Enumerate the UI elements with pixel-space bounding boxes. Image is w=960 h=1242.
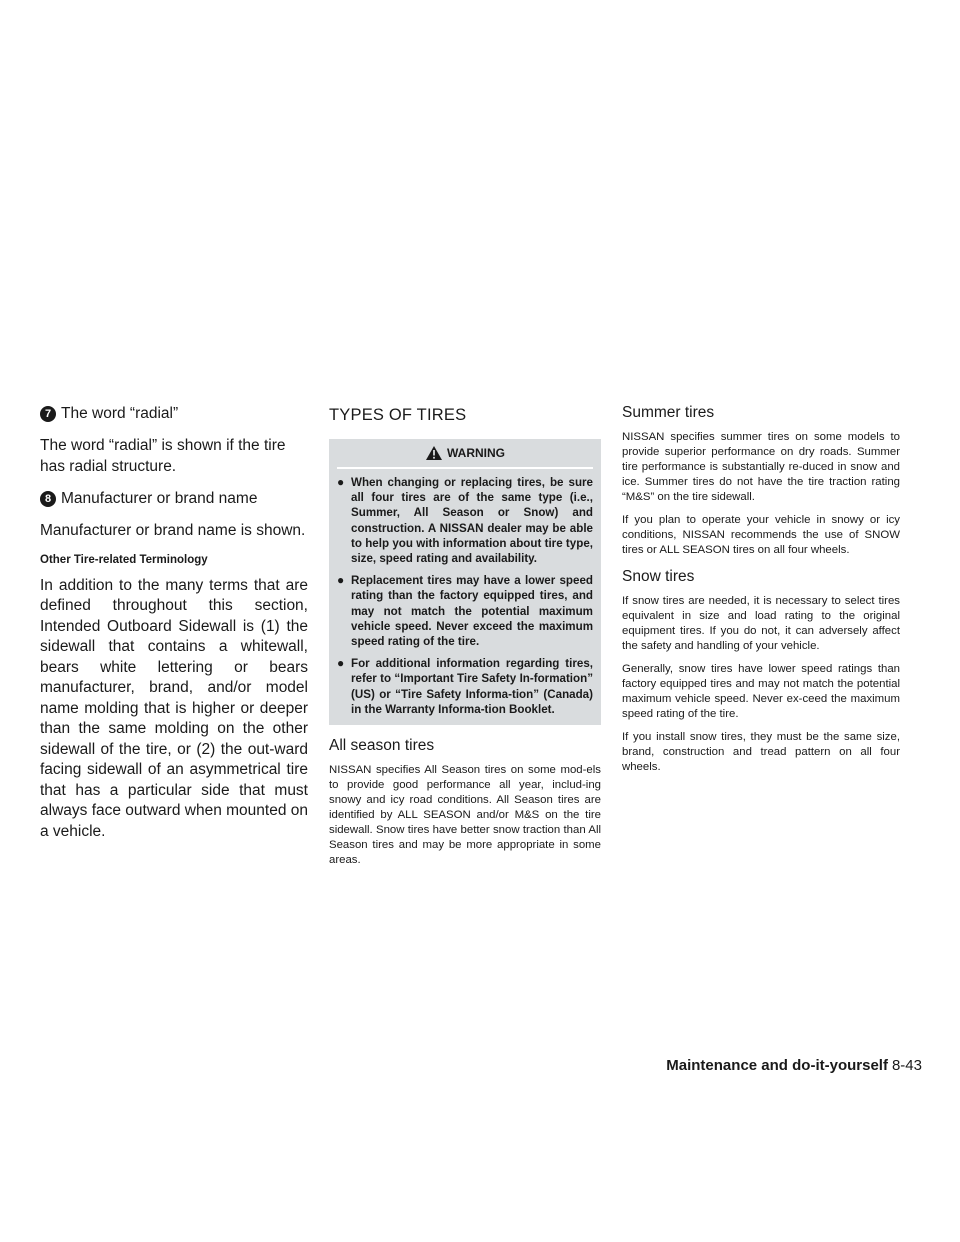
all-season-title: All season tires [329,737,435,755]
snow-text-2: Generally, snow tires have lower speed ratings than factory equipped tires and may not match the potential maximum vehicle speed. Never ex-ceed the maximum speed rating of the tire. [622,663,900,720]
footer-section-title: Maintenance and do-it-yourself [666,1057,888,1074]
bullet-icon: ● [337,475,345,489]
summer-text-1: NISSAN specifies summer tires on some models to provide superior performance on dry roads. Summer tire performance is substantially re-duced in snow and ice. Summer tires do not have the tire traction rating “M&S” on the tire sidewall. [622,431,900,503]
page-number: 8-43 [891,1057,922,1074]
snow-text-3: If you install snow tires, they must be the same size, brand, construction and tread pattern on all four wheels. [622,731,900,773]
warning-item-text: When changing or replacing tires, be sure all four tires are of the same type (i.e., Summer, All Season or Snow) and construction. A NISSAN dealer may be able to help you with information about tire type, size, speed rating and availability. [351,476,593,566]
bullet-icon: ● [337,573,345,588]
warning-item-text: Replacement tires may have a lower speed rating than the factory equipped tires, and may not match the potential maximum vehicle speed. Never exceed the maximum speed rating of the tire. [351,574,593,649]
summer-title: Summer tires [622,404,715,421]
section-title: TYPES OF TIRES [329,406,467,424]
warning-triangle-icon [425,445,443,461]
summer-text-2: If you plan to operate your vehicle in snowy or icy conditions, NISSAN recommends the use of SNOW tires or ALL SEASON tires on all four wheels. [622,514,900,556]
snow-text-1: If snow tires are needed, it is necessary to select tires equivalent in size and load rating to the original equipment tires. If you do not, it can adversely affect the safety and handling of your vehicle. [622,595,900,652]
warning-box [329,439,601,725]
circled-number-7: 7 [40,406,56,422]
page-footer [666,1057,922,1074]
warning-item [337,573,593,649]
item-8-label: Manufacturer or brand name [61,490,258,507]
warning-header [337,445,593,469]
item-7-heading [40,404,308,424]
right-column [622,404,900,783]
warning-item [337,656,593,717]
warning-label: WARNING [447,446,505,460]
other-terminology-text: In addition to the many terms that are defined throughout this section, Intended Outboard Sidewall is (1) the sidewall that contains a whitewall, bears white lettering or bears manufacturer, brand, and/or model name molding that is higher or deeper than the same molding on the other sidewall of the tire, or (2) the out-ward facing sidewall of an asymmetrical tire that has a particular side that must always face outward when mounted on a vehicle. [40,576,308,840]
item-8-heading [40,489,308,509]
warning-item-text: For additional information regarding tires, refer to “Important Tire Safety In-formation” (US) or “Tire Safety Informa-tion” (Canada) in the Warranty Informa-tion Booklet. [351,657,593,716]
left-column [40,404,308,854]
item-7-label: The word “radial” [61,405,179,422]
other-terminology-heading: Other Tire-related Terminology [40,553,208,566]
all-season-text: NISSAN specifies All Season tires on some mod-els to provide good performance all year, includ-ing snowy and icy road conditions. All Season tires are identified by ALL SEASON and/or M&S on the tire sidewall. Snow tires have better snow traction than All Season tires and may be more appropriate in some areas. [329,764,601,867]
item-8-text: Manufacturer or brand name is shown. [40,522,306,539]
middle-column [329,404,601,876]
warning-item [337,475,593,566]
circled-number-8: 8 [40,491,56,507]
item-7-text: The word “radial” is shown if the tire has radial structure. [40,437,286,475]
bullet-icon: ● [337,656,345,671]
snow-title: Snow tires [622,568,695,585]
